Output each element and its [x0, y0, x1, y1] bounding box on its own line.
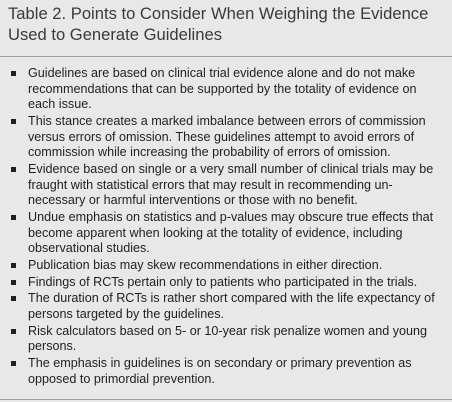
list-item-text: Risk calculators based on 5- or 10-year risk penalize women and young persons. — [28, 323, 428, 354]
square-bullet-icon — [11, 361, 16, 366]
list-item-text: Findings of RCTs pertain only to patients who participated in the trials. — [28, 274, 418, 289]
list-item — [0, 356, 452, 387]
bottom-divider — [0, 399, 452, 400]
list-item-text: The duration of RCTs is rather short compared with the life expectancy of persons targeted by the guidelines. — [28, 291, 435, 322]
list-item — [0, 114, 452, 161]
list-item-text: Guidelines are based on clinical trial evidence alone and do not make recommendations that can be supported by the totality of evidence on each issue. — [28, 66, 417, 112]
square-bullet-icon — [11, 296, 16, 301]
list-item — [0, 162, 452, 209]
list-item-text: Publication bias may skew recommendations in either direction. — [28, 257, 383, 272]
square-bullet-icon — [11, 263, 16, 268]
list-item — [0, 275, 452, 291]
list-item-text: Evidence based on single or a very small number of clinical trials may be fraught with statistical errors that may result in recommending un-necessary or harmful interventions or those with no benefit. — [28, 161, 434, 208]
list-item-text: This stance creates a marked imbalance between errors of commission versus errors of omission. These guidelines attempt to avoid errors of commission while increasing the probability of errors of omission. — [28, 113, 426, 160]
list-item — [0, 291, 452, 322]
table-title — [8, 4, 448, 45]
square-bullet-icon — [11, 71, 16, 76]
top-divider — [0, 56, 452, 57]
list-item — [0, 66, 452, 113]
square-bullet-icon — [11, 119, 16, 124]
square-bullet-icon — [11, 167, 16, 172]
square-bullet-icon — [11, 280, 16, 285]
points-list — [0, 66, 452, 389]
list-item-text: Undue emphasis on statistics and p-values may obscure true effects that become apparent when looking at the totality of evidence, including observational studies. — [28, 209, 434, 256]
list-item — [0, 258, 452, 274]
list-item — [0, 324, 452, 355]
square-bullet-icon — [11, 329, 16, 334]
list-item-text: The emphasis in guidelines is on secondary or primary prevention as opposed to primordial prevention. — [28, 356, 412, 386]
square-bullet-icon — [11, 215, 16, 220]
table-label: Table 2. — [8, 4, 67, 23]
table-title-text: Points to Consider When Weighing the Evidence Used to Generate Guidelines — [8, 4, 429, 44]
list-item — [0, 210, 452, 257]
